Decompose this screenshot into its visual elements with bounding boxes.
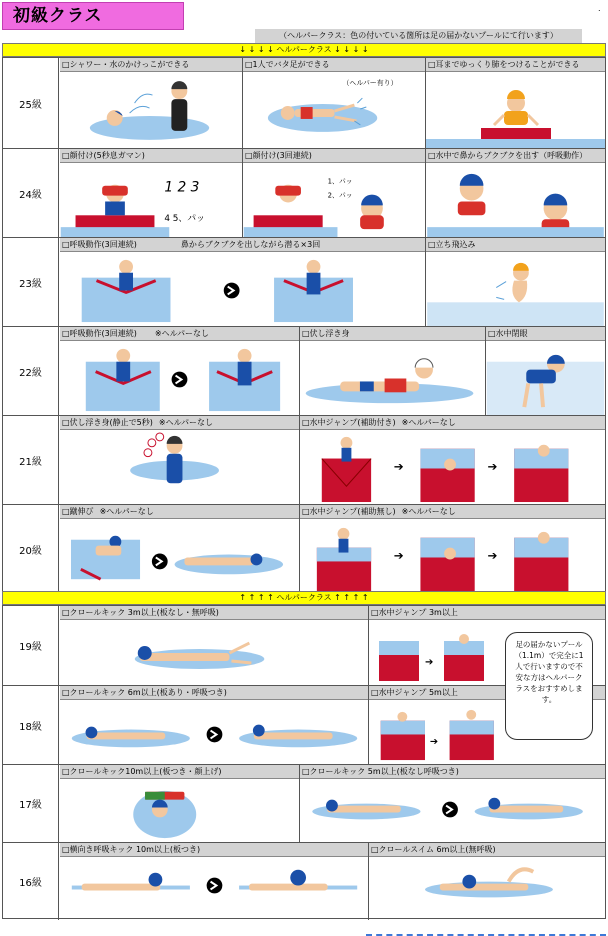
skill-cell	[60, 238, 426, 326]
level-row-21	[3, 415, 605, 504]
skill-checkbox-label[interactable]: □シャワー・水のかけっこができる	[60, 58, 242, 72]
skill-checkbox-label[interactable]: □水中ジャンプ 3m以上	[369, 606, 605, 620]
skill-cell	[300, 416, 605, 504]
skill-checkbox-label[interactable]: □1人でバタ足ができる	[243, 58, 425, 72]
count-text: 1 2 3	[164, 179, 200, 196]
skill-cell	[60, 149, 243, 237]
skill-checkbox-label[interactable]: □呼吸動作(3回連続) ※ヘルパーなし	[60, 327, 299, 341]
skill-cell	[60, 765, 300, 842]
kick-6m-illustration	[60, 701, 368, 764]
skill-checkbox-label[interactable]: □クロールキック10m以上(板つき・顔上げ)	[60, 765, 299, 779]
assisted-jump-illustration	[300, 431, 605, 504]
svg-text:➔: ➔	[425, 657, 434, 668]
skill-cell	[426, 238, 605, 326]
level-label: 24級	[3, 149, 59, 237]
skill-cell	[60, 58, 243, 148]
arrow-icon: ➔	[487, 548, 498, 563]
skill-extra-note: ※ヘルパーなし	[99, 507, 154, 516]
level-row-25	[3, 58, 605, 148]
level-row-23	[3, 237, 605, 326]
count-text: 4 5、パッ	[164, 214, 205, 225]
breathing-sequence-illustration	[60, 253, 425, 326]
level-row-22	[3, 326, 605, 415]
kick-5m-illustration	[300, 780, 605, 842]
skill-checkbox-label[interactable]: □顔付け(5秒息ガマン)	[60, 149, 242, 163]
skill-checkbox-label[interactable]: □呼吸動作(3回連続) 鼻からブクブクを出しながら潜る×3回	[60, 238, 425, 252]
face-dip-3x-illustration	[243, 164, 425, 237]
level-row-16	[3, 842, 605, 920]
bubble-illustration	[426, 164, 605, 237]
skill-cell	[60, 505, 300, 593]
skill-cell	[369, 843, 605, 920]
skill-checkbox-label[interactable]: □水中で鼻からブクブクを出す（呼吸動作）	[426, 149, 605, 163]
skill-checkbox-label[interactable]: □クロールキック 6m以上(板あり・呼吸つき)	[60, 686, 368, 700]
level-label: 19級	[3, 606, 59, 685]
count-text: 2、パッ	[327, 191, 353, 200]
level-label: 17級	[3, 765, 59, 842]
skill-cell	[300, 765, 605, 842]
breathing-no-helper-illustration	[60, 342, 299, 415]
skill-cell	[60, 327, 300, 415]
skill-checkbox-label[interactable]: □水中ジャンプ(補助無し) ※ヘルパーなし	[300, 505, 605, 519]
skill-checkbox-label[interactable]: □耳までゆっくり肺をつけることができる	[426, 58, 605, 72]
skill-checkbox-label[interactable]: □水中閉眼	[486, 327, 605, 341]
level-label: 21級	[3, 416, 59, 504]
level-label: 22級	[3, 327, 59, 415]
skill-extra-note: 鼻からブクブクを出しながら潜る×3回	[180, 240, 321, 249]
level-row-24	[3, 148, 605, 237]
skill-extra-note: ※ヘルパーなし	[154, 329, 210, 338]
skill-cell	[60, 416, 300, 504]
count-text: 1、パッ	[327, 177, 353, 186]
level-label: 16級	[3, 843, 59, 920]
level-label: 25級	[3, 58, 59, 148]
skill-checkbox-label[interactable]: □立ち飛込み	[426, 238, 605, 252]
jump-entry-illustration	[426, 253, 605, 326]
skill-cell	[486, 327, 605, 415]
skill-checkbox-label[interactable]: □蹴伸び ※ヘルパーなし	[60, 505, 299, 519]
helper-grid	[2, 57, 606, 592]
skill-checkbox-label[interactable]: □顔付け(3回連続)	[243, 149, 425, 163]
face-dip-5sec-illustration	[60, 164, 242, 237]
arrow-icon: ➔	[487, 459, 498, 474]
skill-checkbox-label[interactable]: □伏し浮き身	[300, 327, 485, 341]
glide-illustration	[60, 520, 299, 593]
arrow-icon: ➔	[393, 548, 404, 563]
level-label: 18級	[3, 686, 59, 764]
skill-extra-note: ※ヘルパーなし	[158, 418, 214, 427]
unassisted-jump-illustration	[300, 520, 605, 593]
skill-checkbox-label[interactable]: □水中ジャンプ 5m以上	[369, 686, 605, 700]
skill-checkbox-label[interactable]: □クロールスイム 6m以上(無呼吸)	[369, 843, 605, 857]
helper-band-down: ↓ ↓ ↓ ↓ ヘルパークラス ↓ ↓ ↓ ↓	[2, 43, 606, 57]
skill-extra-note: ※ヘルパーなし	[401, 507, 456, 516]
skill-cell	[426, 149, 605, 237]
skill-cell	[300, 327, 486, 415]
skill-checkbox-label[interactable]: □クロールキック 5m以上(板なし呼吸つき)	[300, 765, 605, 779]
ear-dip-illustration	[426, 73, 605, 148]
side-breath-kick-illustration	[60, 858, 368, 920]
kick-illustration	[243, 73, 425, 148]
skill-cell	[426, 58, 605, 148]
deep-pool-note: 足の届かないプール（1.1m）で完全に1人で行いますので不安な方はヘルパークラスをおすすめします。	[505, 632, 593, 740]
float-5sec-illustration	[60, 431, 299, 504]
shower-illustration	[60, 73, 242, 148]
page-title: 初級クラス	[2, 2, 184, 30]
skill-checkbox-label[interactable]: □横向き呼吸キック 10m以上(板つき)	[60, 843, 368, 857]
skill-cell	[243, 149, 426, 237]
skill-checkbox-label[interactable]: □水中ジャンプ(補助付き) ※ヘルパーなし	[300, 416, 605, 430]
helper-notice: （ヘルパークラス：色の付いている箇所は足の届かないプールにて行います）	[255, 29, 582, 43]
corner-mark: .	[598, 4, 601, 13]
skill-checkbox-label[interactable]: □伏し浮き身(静止で5秒) ※ヘルパーなし	[60, 416, 299, 430]
helper-note: （ヘルパー有り）	[342, 79, 398, 88]
kick-3m-illustration	[60, 621, 368, 685]
level-label: 23級	[3, 238, 59, 326]
float-illustration	[300, 342, 485, 415]
skill-cell	[60, 843, 369, 920]
skill-cell	[300, 505, 605, 593]
arrow-icon: ➔	[393, 459, 404, 474]
skill-checkbox-label[interactable]: □クロールキック 3m以上(板なし・無呼吸)	[60, 606, 368, 620]
skill-cell	[60, 606, 369, 685]
eyes-closed-illustration	[486, 342, 605, 415]
level-row-17	[3, 764, 605, 842]
skill-extra-note: ※ヘルパーなし	[401, 418, 456, 427]
kick-10m-illustration	[60, 780, 299, 842]
svg-text:➔: ➔	[429, 736, 439, 748]
skill-cell	[60, 686, 369, 764]
level-label: 20級	[3, 505, 59, 593]
crawl-swim-illustration	[369, 858, 605, 920]
level-row-20	[3, 504, 605, 593]
helper-band-up: ↑ ↑ ↑ ↑ ヘルパークラス ↑ ↑ ↑ ↑	[2, 591, 606, 605]
skill-cell	[243, 58, 426, 148]
